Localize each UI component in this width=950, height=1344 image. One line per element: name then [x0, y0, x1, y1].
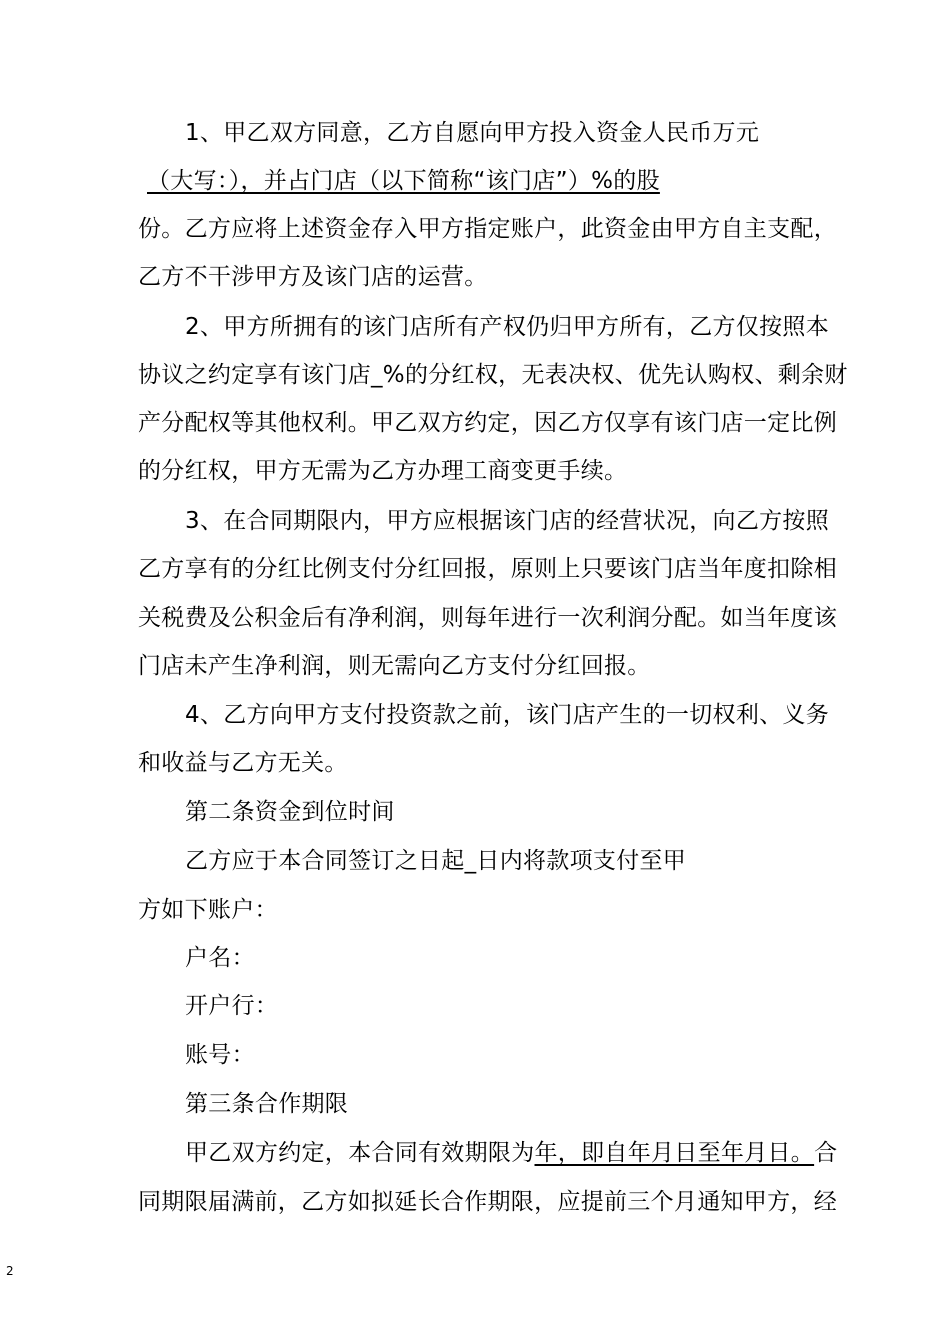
clause-4-line-1: 4、乙方向甲方支付投资款之前，该门店产生的一切权利、义务 [185, 702, 830, 728]
clause-3-line-1: 3、在合同期限内，甲方应根据该门店的经营状况，向乙方按照 [185, 508, 830, 534]
clause-2-line-2: 协议之约定享有该门店_%的分红权，无表决权、优先认购权、剩余财 [138, 362, 848, 388]
clause-2-line-3: 产分配权等其他权利。甲乙双方约定，因乙方仅享有该门店一定比例 [138, 410, 837, 436]
section-3-line-1-suffix: 合 [814, 1140, 838, 1166]
section-3-line-2: 同期限届满前，乙方如拟延长合作期限，应提前三个月通知甲方，经 [138, 1189, 837, 1215]
clause-1-line-3: 份。乙方应将上述资金存入甲方指定账户，此资金由甲方自主支配， [138, 216, 837, 242]
section-3-heading: 第三条合作期限 [185, 1091, 349, 1117]
section-2-heading: 第二条资金到位时间 [185, 799, 395, 825]
clause-1-line-4: 乙方不干涉甲方及该门店的运营。 [138, 264, 488, 290]
section-3-line-1-prefix: 甲乙双方约定，本合同有效期限为 [185, 1140, 535, 1166]
clause-2-line-4: 的分红权，甲方无需为乙方办理工商变更手续。 [138, 458, 628, 484]
clause-3-line-4: 门店未产生净利润，则无需向乙方支付分红回报。 [138, 653, 651, 679]
clause-3-line-2: 乙方享有的分红比例支付分红回报，原则上只要该门店当年度扣除相 [138, 556, 837, 582]
clause-1-line-2: （大写：），并占门店（以下简称“该门店”）%的股 [147, 168, 660, 194]
account-name-label: 户名： [185, 945, 255, 971]
account-number-label: 账号： [185, 1042, 255, 1068]
section-2-line-1: 乙方应于本合同签订之日起_日内将款项支付至甲 [185, 848, 687, 874]
page-number: 2 [6, 1264, 14, 1278]
clause-4-line-2: 和收益与乙方无关。 [138, 750, 348, 776]
section-3-line-1 [185, 1138, 837, 1168]
clause-2-line-1: 2、甲方所拥有的该门店所有产权仍归甲方所有，乙方仅按照本 [185, 314, 830, 340]
bank-label: 开户行： [185, 993, 279, 1019]
section-2-line-2: 方如下账户： [138, 897, 278, 923]
clause-3-line-3: 关税费及公积金后有净利润，则每年进行一次利润分配。如当年度该 [138, 605, 837, 631]
clause-1-line-1: 1、甲乙双方同意，乙方自愿向甲方投入资金人民币万元 [185, 120, 760, 146]
term-underlined: 年，即自年月日至年月日。 [534, 1140, 815, 1166]
